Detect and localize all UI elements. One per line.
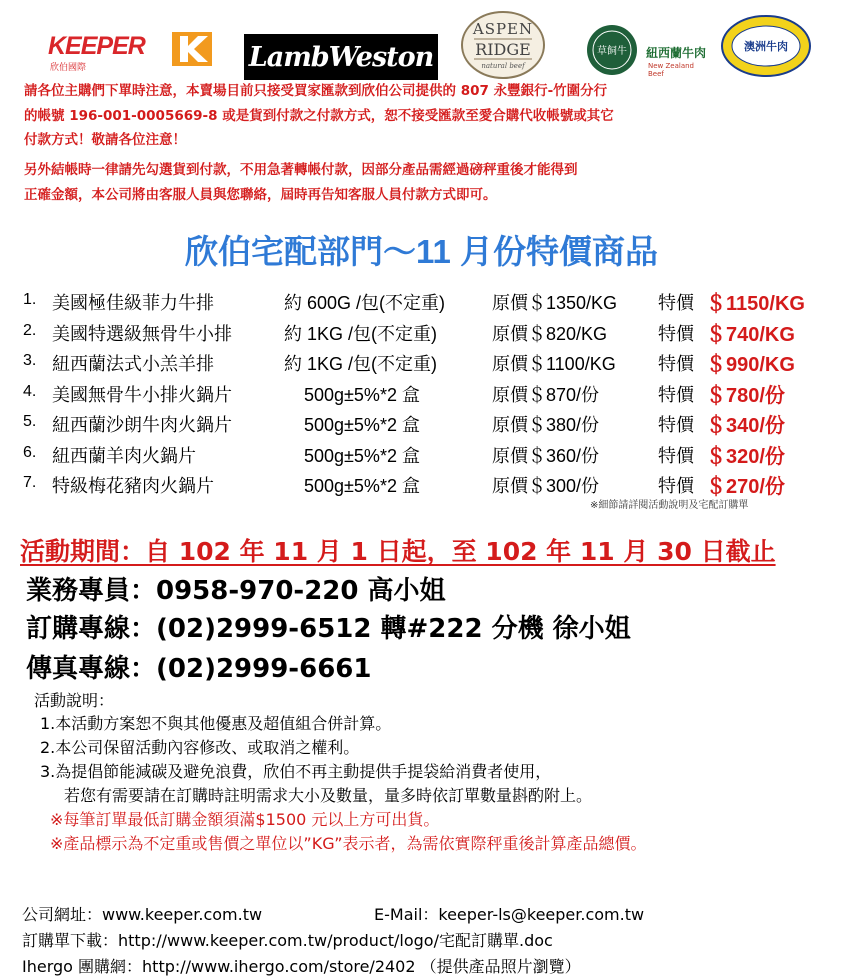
- product-original-price: 原價＄380/份: [492, 415, 600, 435]
- product-spec: 500g±5%*2 盒: [304, 445, 420, 466]
- svg-text:草飼牛: 草飼牛: [597, 46, 627, 57]
- product-name: 紐西蘭法式小羔羊排: [52, 354, 214, 375]
- product-original-price: 原價＄1350/KG: [492, 293, 618, 313]
- product-original-price: 原價＄360/份: [492, 445, 600, 466]
- sales-contact: 業務專員：0958-970-220 高小姐: [26, 576, 446, 606]
- keeper-logo-subtext: 欣伯國際: [50, 63, 87, 73]
- product-name: 紐西蘭沙朗牛肉火鍋片: [52, 415, 232, 436]
- product-name: 美國極佳級菲力牛排: [52, 293, 214, 314]
- activity-note-item: 2.本公司保留活動內容修改、或取消之權利。: [40, 738, 360, 757]
- product-spec: 約 1KG /包(不定重): [284, 323, 438, 344]
- product-number: 5.: [23, 413, 37, 430]
- aspen-ridge-logo: [460, 10, 546, 80]
- australian-beef-text: 澳洲牛肉: [744, 40, 788, 53]
- product-original-price: 原價＄300/份: [492, 476, 600, 496]
- aspen-ridge-top-text: ASPEN: [472, 20, 534, 38]
- checkout-notice: [24, 158, 834, 207]
- product-number: 3.: [23, 352, 37, 369]
- page-headline: 欣伯宅配部門～11 月份特價商品: [184, 233, 659, 270]
- product-row: [20, 469, 830, 500]
- product-special-label: 特價: [658, 323, 694, 345]
- product-special-label: 特價: [658, 384, 694, 406]
- ihergo-store-link[interactable]: Ihergo 團購網：http://www.ihergo.com/store/2402 （提供產品照片瀏覽）: [22, 957, 581, 976]
- fax-line: 傳真專線：(02)2999-6661: [26, 654, 372, 684]
- product-original-price: 原價＄1100/KG: [492, 354, 616, 374]
- aspen-ridge-bottom-text: natural beef: [481, 62, 525, 70]
- product-special-price: ＄990/KG: [706, 354, 795, 376]
- product-special-label: 特價: [658, 476, 694, 497]
- product-row: [20, 347, 830, 378]
- product-row: [20, 439, 830, 470]
- logo-row: [0, 8, 843, 78]
- product-name: 美國特選級無骨牛小排: [52, 323, 232, 345]
- company-website-link[interactable]: 公司網址：www.keeper.com.tw: [22, 905, 263, 924]
- checkout-notice-line: 正確金額，本公司將由客服人員與您聯絡，屆時再告知客服人員付款方式即可。: [24, 186, 497, 203]
- product-row: [20, 378, 830, 409]
- product-special-price: ＄320/份: [706, 445, 785, 468]
- product-row: [20, 286, 830, 317]
- product-special-label: 特價: [658, 415, 694, 436]
- new-zealand-beef-logo: [586, 24, 710, 78]
- nz-beef-subtitle: New Zealand Beef: [648, 62, 694, 78]
- activity-notes-title: 活動說明：: [34, 691, 115, 710]
- product-special-label: 特價: [658, 293, 694, 314]
- grass-fed-badge-icon: [586, 24, 638, 76]
- product-spec: 約 1KG /包(不定重): [284, 354, 438, 374]
- keeper-k-mark-icon: [172, 32, 212, 66]
- activity-notes-list: [40, 712, 840, 856]
- payment-notice: [24, 79, 834, 153]
- australian-beef-logo: [720, 14, 820, 78]
- product-spec: 500g±5%*2 盒: [304, 384, 420, 405]
- minimum-order-note: ※每筆訂單最低訂購金額須滿$1500 元以上方可出貨。: [50, 810, 440, 829]
- product-name: 特級梅花豬肉火鍋片: [52, 476, 214, 497]
- product-special-label: 特價: [658, 445, 694, 467]
- product-spec: 500g±5%*2 盒: [304, 415, 420, 435]
- activity-note-item: 3.為提倡節能減碳及避免浪費，欣伯不再主動提供手提袋給消費者使用，: [40, 762, 552, 781]
- product-special-label: 特價: [658, 354, 694, 375]
- product-original-price: 原價＄870/份: [492, 384, 600, 405]
- payment-notice-line: 請各位主購們下單時注意，本賣場目前只接受買家匯款到欣伯公司提供的 807 永豐銀行-竹圍分行: [24, 83, 608, 99]
- product-special-price: ＄780/份: [706, 384, 785, 407]
- keeper-logo-text: KEEPER: [48, 32, 145, 60]
- payment-notice-line: 付款方式！敬請各位注意！: [24, 132, 186, 148]
- product-special-price: ＄1150/KG: [706, 293, 805, 315]
- product-row: [20, 408, 830, 439]
- nz-beef-title: 紐西蘭牛肉: [646, 46, 707, 60]
- product-special-price: ＄270/份: [706, 476, 785, 498]
- keeper-logo: [44, 32, 216, 73]
- activity-note-item: 1.本活動方案恕不與其他優惠及超值組合併計算。: [40, 714, 392, 733]
- aspen-ridge-mid-text: RIDGE: [475, 40, 531, 59]
- product-number: 4.: [23, 382, 37, 400]
- product-spec: 500g±5%*2 盒: [304, 476, 420, 496]
- footer-website-row: [22, 902, 842, 925]
- weight-pricing-note: ※產品標示為不定重或售價之單位以”KG”表示者，為需依實際秤重後計算產品總價。: [50, 834, 647, 853]
- product-row: [20, 317, 830, 348]
- product-original-price: 原價＄820/KG: [492, 323, 608, 344]
- lambweston-logo: LambWeston: [244, 34, 438, 80]
- product-special-price: ＄740/KG: [706, 323, 795, 346]
- promotion-period: 活動期間：自 102 年 11 月 1 日起，至 102 年 11 月 30 日截止: [20, 537, 776, 566]
- product-number: 6.: [23, 443, 37, 461]
- product-name: 美國無骨牛小排火鍋片: [52, 384, 232, 406]
- product-spec: 約 600G /包(不定重): [284, 293, 446, 313]
- product-number: 1.: [23, 291, 37, 308]
- product-number: 7.: [23, 474, 37, 491]
- order-hotline: 訂購專線：(02)2999-6512 轉#222 分機 徐小姐: [26, 614, 631, 644]
- product-name: 紐西蘭羊肉火鍋片: [52, 445, 196, 467]
- product-list: [20, 286, 830, 500]
- payment-notice-line: 的帳號 196-001-0005669-8 或是貨到付款之付款方式，恕不接受匯款至愛合購代收帳號或其它: [24, 107, 614, 124]
- activity-note-item: 若您有需要請在訂購時註明需求大小及數量，量多時依訂單數量斟酌附上。: [64, 786, 593, 805]
- product-special-price: ＄340/份: [706, 415, 785, 437]
- company-email-link[interactable]: E-Mail：keeper-ls@keeper.com.tw: [374, 905, 645, 924]
- order-form-download-link[interactable]: 訂購單下載：http://www.keeper.com.tw/product/logo/宅配訂購單.doc: [22, 931, 553, 950]
- product-footnote: ※細節請詳閱活動說明及宅配訂購單: [590, 500, 749, 511]
- product-number: 2.: [23, 321, 37, 339]
- checkout-notice-line: 另外結帳時一律請先勾選貨到付款，不用急著轉帳付款，因部分產品需經過磅秤重後才能得到: [24, 162, 578, 178]
